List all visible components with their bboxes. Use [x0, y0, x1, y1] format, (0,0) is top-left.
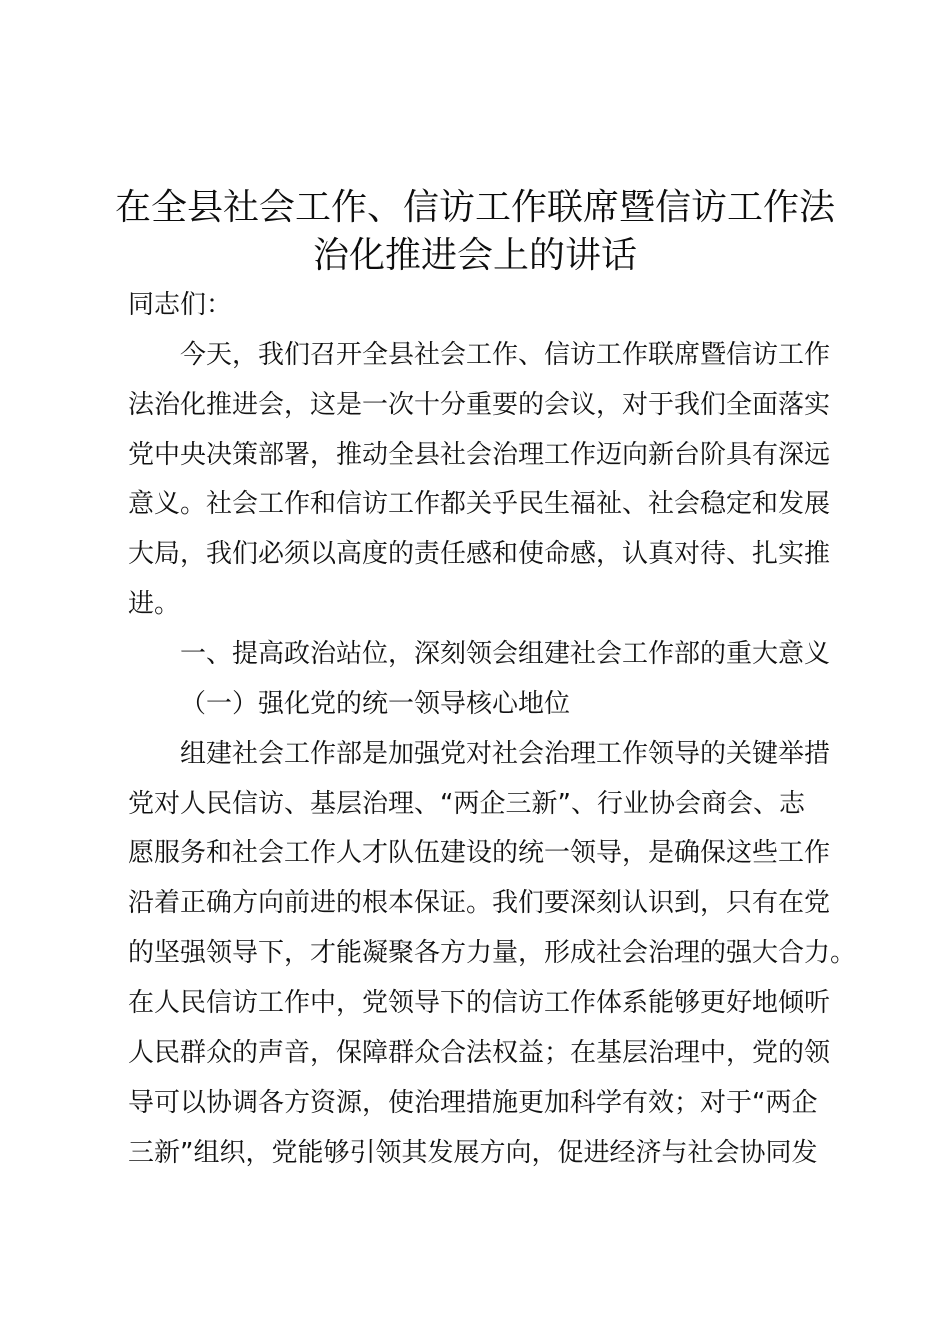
document-title-line-1: 在全县社会工作、信访工作联席暨信访工作法: [114, 187, 835, 228]
body-line: 法治化推进会，这是一次十分重要的会议，对于我们全面落实: [128, 390, 831, 420]
body-line: 的坚强领导下，才能凝聚各方力量，形成社会治理的强大合力。: [128, 938, 857, 968]
body-line: 大局，我们必须以高度的责任感和使命感，认真对待、扎实推: [128, 539, 831, 569]
subsection-heading: （一）强化党的统一领导核心地位: [180, 689, 571, 719]
body-line: 三新”组织，党能够引领其发展方向，促进经济与社会协同发: [128, 1138, 818, 1168]
body-line: 党对人民信访、基层治理、“两企三新”、行业协会商会、志: [128, 789, 805, 819]
body-line: 导可以协调各方资源，使治理措施更加科学有效；对于“两企: [128, 1088, 818, 1118]
body-line: 意义。社会工作和信访工作都关乎民生福祉、社会稳定和发展: [128, 489, 831, 519]
salutation: 同志们：: [128, 290, 233, 320]
body-line: 党中央决策部署，推动全县社会治理工作迈向新台阶具有深远: [128, 440, 831, 470]
body-line: 今天，我们召开全县社会工作、信访工作联席暨信访工作: [180, 340, 831, 370]
body-line: 组建社会工作部是加强党对社会治理工作领导的关键举措: [180, 739, 831, 769]
body-line: 沿着正确方向前进的根本保证。我们要深刻认识到，只有在党: [128, 888, 831, 918]
body-line: 人民群众的声音，保障群众合法权益；在基层治理中，党的领: [128, 1038, 831, 1068]
document-title-line-2: 治化推进会上的讲话: [312, 235, 637, 276]
section-heading: 一、提高政治站位，深刻领会组建社会工作部的重大意义: [180, 639, 831, 669]
body-line: 在人民信访工作中，党领导下的信访工作体系能够更好地倾听: [128, 988, 831, 1018]
body-line: 愿服务和社会工作人才队伍建设的统一领导，是确保这些工作: [128, 838, 831, 868]
body-line: 进。: [128, 589, 181, 619]
